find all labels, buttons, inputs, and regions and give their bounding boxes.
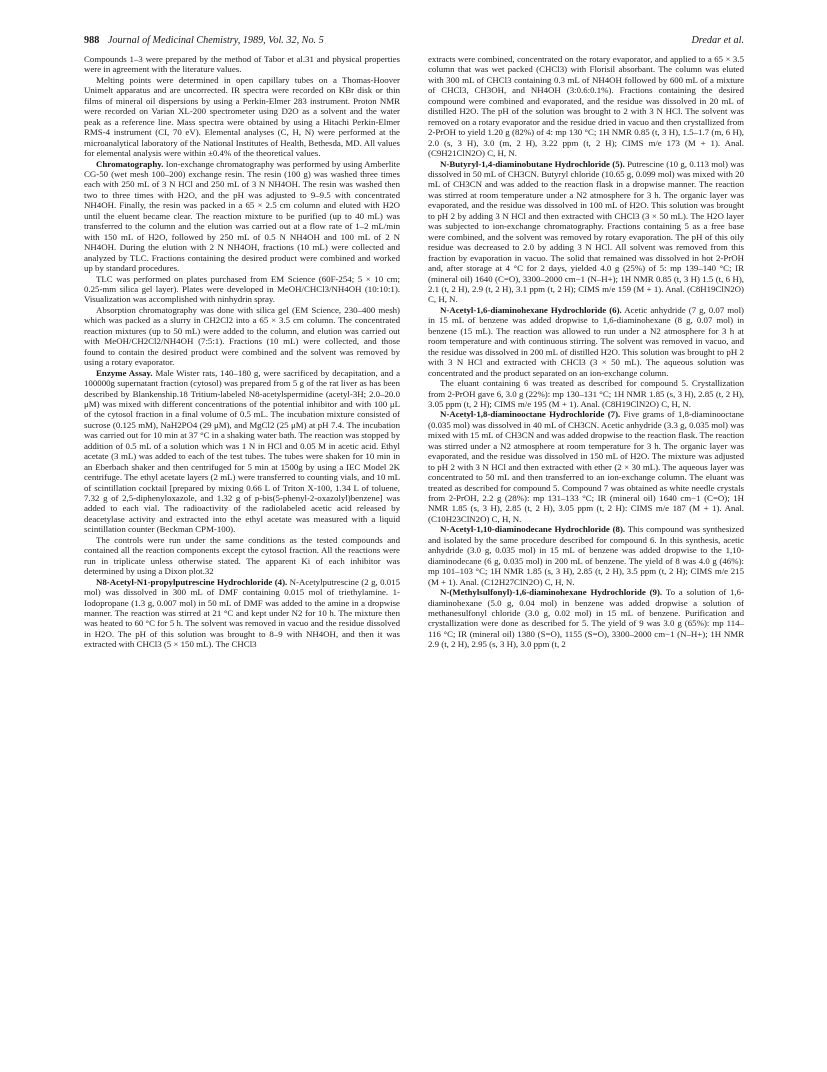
paragraph-text: To a solution of 1,6-diaminohexane (5.0 g, 0.04 mol) in benzene was added dropwise a solution of methanesulfonyl chloride (3.0 g, 0.02 mol) in 15 mL of benzene. Purification and crystallization were done as described for 5. The yield of 9 was 3.0 g (65%): mp 114–116 °C; IR (mineral oil) 1380 (S=O), 1155 (S=O), 3300–2000 cm−1 (N–H+); 1H NMR 2.9 (t, 2 H), 2.95 (s, 3 H), 3.0 ppm (t, 2 [428, 587, 744, 650]
body-paragraph [84, 75, 400, 159]
section-paragraph [428, 587, 744, 650]
running-authors: Dredar et al. [691, 35, 744, 46]
section-paragraph [428, 159, 744, 305]
paragraph-text: Acetic anhydride (7 g, 0.07 mol) in 15 mL of benzene was added dropwise to 1,6-diaminohexane (8 g, 0.07 mol) in benzene (15 mL). The reaction was allowed to run under a N2 atmosphere for 3 h at room temperature and with continuous stirring. The solvent was removed in vacuo, and the residue was dissolved in 200 mL of distilled H2O. This solution was brought to pH 2 with 3 N HCl and extracted with CHCl3 (3 × 50 mL). The aqueous solution was concentrated and the product separated on an ion-exchange column. [428, 304, 744, 378]
section-paragraph [428, 409, 744, 524]
paragraph-text: Male Wister rats, 140–180 g, were sacrificed by decapitation, and a 100000g supernatant fraction (cytosol) was prepared from 5 g of the rat liver as has been described by Blankenship.18 Tritium-labeled N8-acetylspermidine (acetyl-3H; 2.0–20.0 μM) was mixed with different concentrations of the potential inhibitor and with 100 μL of the cytosol fraction in a final volume of 0.5 mL. The incubation mixture consisted of sucrose (0.125 mM), NaH2PO4 (29 μM), and MgCl2 (25 μM) at pH 7.4. The incubation was carried out for 10 min at 37 °C in a shaking water bath. The reaction was stopped by addition of 0.5 mL of a solution which was 1 N in HCl and 0.05 M in acetic acid. Ethyl acetate (3 mL) was added to each of the test tubes. The tubes were shaken for 10 min in an Eberbach shaker and then centrifuged for 5 min at 1500g by using a IEC Model 2K centrifuge. The ethyl acetate layers (2 mL) were transferred to counting vials, and 10 mL of scintillation cocktail [prepared by mixing 0.66 L of Triton X-100, 1.34 L of toluene, 7.32 g of 2,5-diphenyloxazole, and 1.32 g of p-bis(5-phenyl-2-oxazolyl)benzene] was added to each vial. The radioactivity of the radiolabeled acetic acid released by deacetylase activity and extracted into the ethyl acetate was measured with a liquid scintillation counter (Beckman CPM-100). [84, 367, 401, 535]
paragraph-heading: N-Acetyl-1,6-diaminohexane Hydrochloride (6). [440, 304, 622, 315]
paragraph-heading: N8-Acetyl-N1-propylputrescine Hydrochloride (4). [96, 576, 288, 587]
body-paragraph [428, 378, 744, 409]
paragraph-text: Absorption chromatography was done with silica gel (EM Science, 230–400 mesh) which was packed as a slurry in CH2Cl2 into a 65 × 3.5 cm column. The concentrated reaction mixtures (up to 50 mL) were added to the column, and elution was carried out with MeOH/CH2Cl2/NH4OH (7:5:1). Fractions (10 mL) were collected, and those found to contain the desired product were combined and the solvent was removed by using a rotary evaporator. [84, 304, 400, 368]
body-paragraph [84, 274, 400, 305]
paragraph-heading: N-Butyryl-1,4-diaminobutane Hydrochloride (5). [440, 158, 625, 169]
paragraph-text: Melting points were determined in open capillary tubes on a Thomas-Hoover Unimelt apparatus and are uncorrected. IR spectra were recorded on KBr disk or thin films of mineral oil dispersions by using a Perkin-Elmer 283 instrument. Proton NMR were recorded on Varian XL-200 spectrometer using D2O as a solvent and the water peak as a reference line. Mass spectra were obtained by using a Hitachi Perkin-Elmer RMS-4 instrument (CI, 70 eV). Elemental analyses (C, H, N) were performed at the microanalytical laboratory of the National Institutes of Health, Bethesda, MD. All values for elemental analysis were within ±0.4% of the theoretical values. [84, 74, 400, 159]
paragraph-heading: N-Acetyl-1,10-diaminodecane Hydrochloride (8). [440, 524, 626, 535]
paragraph-heading: Chromatography. [96, 158, 164, 169]
body-paragraph [84, 305, 400, 368]
paragraph-text: The eluant containing 6 was treated as described for compound 5. Crystallization from 2-PrOH gave 6, 3.0 g (22%): mp 130–131 °C; 1H NMR 1.85 (s, 3 H), 2.85 (t, 2 H), 3.05 ppm (t, 2 H); CIMS m/e 195 (M + 1). Anal. (C8H19ClN2O) C, H, N. [428, 378, 744, 409]
page-number: 988 [84, 35, 100, 46]
paragraph-text: Ion-exchange chromatography was performed by using Amberlite CG-50 (wet mesh 100–200) exchange resin. The resin (100 g) was washed three times each with 250 mL of 3 N HCl and 250 mL of 3 N NH4OH. The resin was washed then two to three times with H2O, and the pH was adjusted to 9–9.5 with concentrated NH4OH. Finally, the resin was packed in a 65 × 2.5 cm column and eluted with H2O until the eluent became clear. The reaction mixture to be purified (up to 40 mL) was transferred to the column and the elution was carried out at a flow rate of 1–2 mL/min with 150 mL of H2O, followed by 250 mL of 0.5 N NH4OH and 100 mL of 2 N NH4OH. During the elution with 2 N NH4OH, fractions (10 mL) were collected and analyzed by TLC. Fractions containing the desired product were combined and worked up by standard procedures. [84, 158, 400, 274]
paragraph-text: This compound was synthesized and isolated by the same procedure described for compound 6. In this synthesis, acetic anhydride (3.0 g, 0.035 mol) in 15 mL of benzene was added dropwise to the 1,10-diaminodecane (6 g, 0.035 mol) in 200 mL of benzene. The yield of 8 was 4.0 g (46%): mp 101–103 °C; 1H NMR 1.85 (s, 3 H), 2.85 (t, 2 H), 3.5 ppm (t, 2 H); CIMS m/e 215 (M + 1). Anal. (C12H27ClN2O) C, H, N. [428, 524, 744, 587]
journal-citation: Journal of Medicinal Chemistry, 1989, Vol. 32, No. 5 [107, 35, 324, 46]
paragraph-text: N-Acetylputrescine (2 g, 0.015 mol) was dissolved in 300 mL of DMF containing 0.015 mol of triethylamine. 1-Iodopropane (1.3 g, 0.007 mol) in 50 mL of DMF was added to the amine in a dropwise manner. The reaction was stirred at 21 °C and kept under N2 for 10 h. The mixture then was heated to 60 °C for 5 h. The solvent was removed in vacuo and the residue dissolved in H2O. The pH of this solution was brought to 8–9 with NH4OH, and then it was extracted with CHCl3 (5 × 150 mL). The CHCl3 [84, 576, 400, 650]
paragraph-heading: N-(Methylsulfonyl)-1,6-diaminohexane Hydrochloride (9). [440, 587, 663, 598]
running-header [84, 34, 744, 48]
paragraph-text: Compounds 1–3 were prepared by the method of Tabor et al.31 and physical properties were in agreement with the literature values. [84, 54, 400, 75]
section-paragraph [428, 524, 744, 587]
section-paragraph [84, 159, 400, 274]
body-paragraph [428, 54, 744, 159]
paragraph-heading: N-Acetyl-1,8-diaminooctane Hydrochloride (7). [440, 409, 621, 420]
body-paragraph [84, 535, 400, 577]
paragraph-text: Putrescine (10 g, 0.113 mol) was dissolved in 50 mL of CH3CN. Butyryl chloride (10.65 g, 0.099 mol) was mixed with 20 mL of CH3CN and was added to the reaction flask in a dropwise manner. The reaction was stirred at room temperature under a N2 atmosphere for 3 h. The organic layer was evaporated, and the residue was dissolved in 100 mL of H2O. This solution was brought to pH 2 by adding 3 N HCl and then extracted with CHCl3 (3 × 50 mL). The H2O layer was subjected to ion-exchange chromatography. Fractions containing 5 as a free base were combined, and the solvent was removed by rotary evaporation. The pH of this oily residue was decreased to 2.0 by adding 3 N HCl. All solvent was removed from this fraction by evaporation in vacuo. The solid that remained was dissolved in hot 2-PrOH and, after storage at 4 °C for 2 days, yielded 4.0 g (25%) of 5: mp 139–140 °C; IR (mineral oil) 1640 (C=O), 3300–2000 cm−1 (N–H+); 1H NMR 0.85 (t, 3 H) 1.5 (t, 6 H), 2.1 (t, 2 H), 2.9 (t, 2 H), 3.1 ppm (t, 2 H); CIMS m/e 159 (M + 1). Anal. (C8H19ClN2O) C, H, N. [428, 158, 744, 305]
paragraph-text: The controls were run under the same conditions as the tested compounds and contained all the reaction components except the cytosol fraction. All the reactions were run in triplicate unless otherwise stated. The apparent Ki of each inhibitor was determined by using a Dixon plot.32 [84, 534, 400, 577]
left-column [84, 54, 400, 650]
section-paragraph [84, 577, 400, 650]
right-column [428, 54, 744, 650]
paragraph-heading: Enzyme Assay. [96, 367, 153, 378]
paragraph-text: Five grams of 1,8-diaminooctane (0.035 mol) was dissolved in 40 mL of CH3CN. Acetic anhydride (3.3 g, 0.035 mol) was mixed with 15 mL of CH3CN and was added dropwise to the reaction flask. The reaction was stirred under a N2 atmosphere at room temperature for 3 h. The organic layer was evaporated, and the residue was dissolved in 150 mL of H2O. The mixture was adjusted to pH 2 with 3 N HCl and then extracted with ether (2 × 30 mL). The aqueous layer was concentrated to 50 mL and then transferred to an ion-exchange column. The eluant was treated as described for compound 5. Compound 7 was obtained as white needle crystals from 2-PrOH, 2.2 g (28%): mp 131–133 °C; IR (mineral oil) 1640 cm−1 (C=O); 1H NMR 1.85 (s, 3 H), 2.85 (t, 2 H), 3.05 ppm (t, 2 H): CIMS m/e 187 (M + 1). Anal. (C10H23ClN2O) C, H, N. [428, 409, 744, 524]
section-paragraph [84, 368, 400, 535]
section-paragraph [428, 305, 744, 378]
paragraph-text: extracts were combined, concentrated on the rotary evaporator, and applied to a 65 × 3.5 column that was wet packed (CHCl3) with Florisil absorbant. The column was eluted with 300 mL of CHCl3 containing 0.3 mL of NH4OH followed by 600 mL of a mixture of CHCl3, CH3OH, and NH4OH (3:0.6:0.1%). Fractions containing the desired compound were combined and evaporated, and the residue was dissolved in 20 mL of distilled H2O. The pH of the solution was brought to 2 with 3 N HCl. The solvent was removed on a rotary evaporator and the residue dried in vacuo and then crystallized from 2-PrOH to yield 1.20 g (82%) of 4: mp 130 °C; 1H NMR 0.85 (t, 3 H), 1.5–1.7 (m, 6 H), 2.0 (s, 3 H), 3.0 (m, 2 H), 3.22 ppm (t, 2 H); CIMS m/e 173 (M + 1). Anal. (C9H21ClN2O) C, H, N. [428, 54, 744, 159]
body-paragraph [84, 54, 400, 75]
paragraph-text: TLC was performed on plates purchased from EM Science (60F-254; 5 × 10 cm; 0.25-mm silica gel layer). Plates were developed in MeOH/CHCl3/NH4OH (10:10:1). Visualization was accomplished with ninhydrin spray. [84, 273, 400, 305]
